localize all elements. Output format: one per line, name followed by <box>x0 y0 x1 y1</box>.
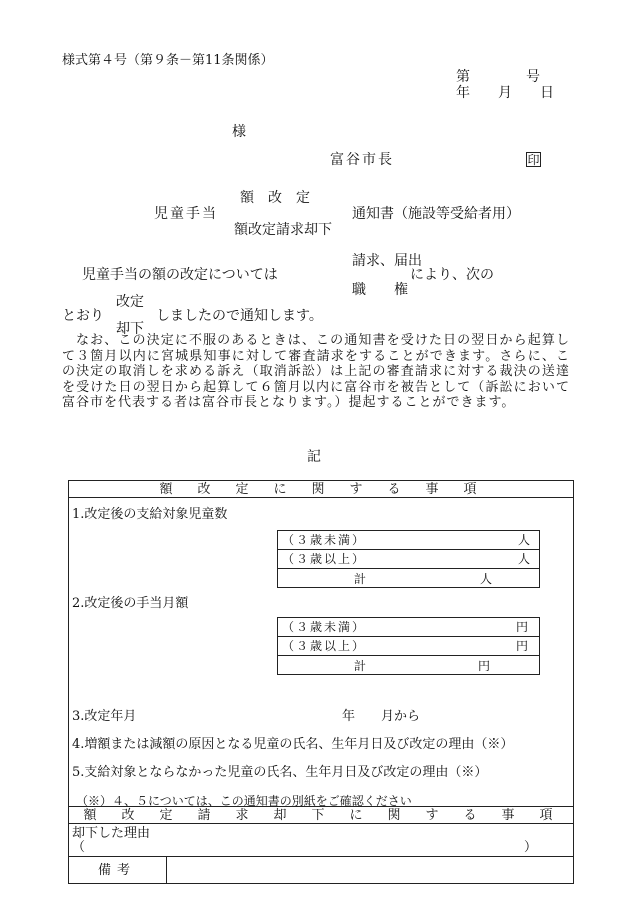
recipient-honorific: 様 <box>232 124 246 140</box>
children-under3-unit: 人 <box>518 533 531 547</box>
body-option-bottom: 職 権 <box>352 282 408 298</box>
divider <box>277 549 540 550</box>
rejection-reason-label: 却下した理由 <box>72 826 151 841</box>
paren-open: （ <box>72 840 86 855</box>
amount-over3-unit: 円 <box>516 639 529 653</box>
children-total-label: 計 <box>354 572 367 586</box>
body-line2-left: とおり <box>62 308 104 324</box>
divider <box>277 655 540 656</box>
children-total-unit: 人 <box>480 572 493 586</box>
appeal-notice: なお、この決定に不服のあるときは、この通知書を受けた日の翌日から起算して３箇月以内に宮城県知事に対して審査請求をすることができます。さらに、この決定の取消しを求める訴え（取消訴訟）は上記の審査請求に対する裁決の送達を受けた日の翌日から起算して６箇月以内に富谷市を被告として（訴訟において富谷市を代表する者は富谷市長となります。）提起することができます。 <box>62 333 570 410</box>
footnote: （※）４、５については、この通知書の別紙をご確認ください <box>76 794 412 808</box>
seal-mark: 印 <box>527 153 540 167</box>
sender-title: 富谷市長 <box>330 152 394 168</box>
item3-label: 3.改定年月 <box>72 709 137 724</box>
body-line2-right: しましたので通知します。 <box>156 308 323 324</box>
amount-total-label: 計 <box>354 659 367 673</box>
item3-value: 年 月から <box>342 709 421 724</box>
item1-label: 1.改定後の支給対象児童数 <box>72 507 228 522</box>
form-number: 様式第４号（第９条－第11条関係） <box>62 53 274 68</box>
divider <box>68 823 574 824</box>
amount-under3-unit: 円 <box>516 620 529 634</box>
title-left: 児童手当 <box>154 206 218 222</box>
amount-over3-label: （３歳以上） <box>282 639 367 653</box>
item2-label: 2.改定後の手当月額 <box>72 596 189 611</box>
amount-under3-label: （３歳未満） <box>282 620 367 634</box>
section1-header: 額 改 定 に 関 す る 事 項 <box>159 482 483 497</box>
divider <box>166 856 167 884</box>
item4-label: 4.増額または減額の原因となる児童の氏名、生年月日及び改定の理由（※） <box>72 737 514 752</box>
document-date: 年 月 日 <box>456 85 554 101</box>
body-option2-bottom: 却下 <box>116 321 144 337</box>
body-option2-top: 改定 <box>116 294 144 310</box>
divider <box>68 806 574 807</box>
title-right: 通知書（施設等受給者用） <box>352 206 520 222</box>
divider <box>68 497 574 498</box>
body-line1-right: により、次の <box>410 267 494 283</box>
title-option-top: 額 改 定 <box>240 190 310 206</box>
document-number: 第 号 <box>456 69 540 85</box>
title-option-bottom: 額改定請求却下 <box>234 222 332 238</box>
divider <box>68 856 574 857</box>
amount-total-unit: 円 <box>478 659 491 673</box>
divider <box>277 568 540 569</box>
body-option-top: 請求、届出 <box>352 253 422 269</box>
ki-mark: 記 <box>307 449 321 465</box>
children-over3-unit: 人 <box>518 552 531 566</box>
remarks-label: 備考 <box>98 863 137 878</box>
body-line1-left: 児童手当の額の改定については <box>82 267 278 283</box>
paren-close: ） <box>524 840 538 855</box>
section2-header: 額 改 定 請 求 却 下 に 関 す る 事 項 <box>83 808 559 823</box>
children-under3-label: （３歳未満） <box>282 533 367 547</box>
item5-label: 5.支給対象とならなかった児童の氏名、生年月日及び改定の理由（※） <box>72 765 488 780</box>
children-over3-label: （３歳以上） <box>282 552 367 566</box>
divider <box>277 636 540 637</box>
